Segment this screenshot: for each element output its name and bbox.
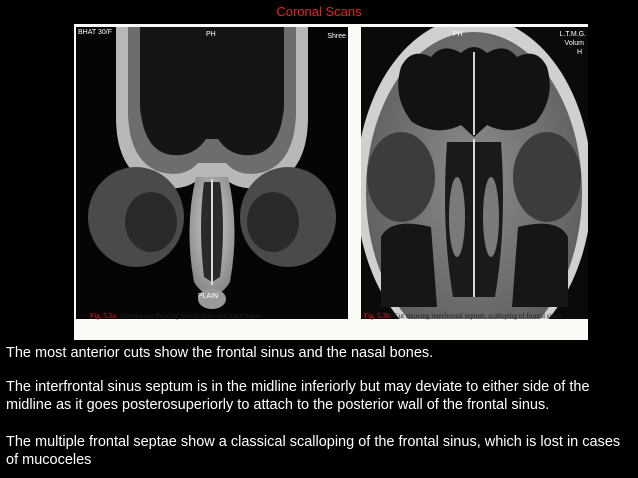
scan-label-hospital: Shree [327, 33, 346, 40]
ct-scan-septum-image [361, 27, 588, 319]
scan-label-ph: PH [206, 31, 216, 38]
scan-label-ph: PH [453, 31, 463, 38]
figure-number: Fig. 5.3b: [364, 312, 393, 320]
scan-label-patient: BHAT 30/F [78, 29, 112, 36]
figure-panel [74, 24, 588, 340]
scan-label-h: H [576, 49, 582, 56]
slide-title: Coronal Scans [276, 4, 362, 19]
figure-number: Fig. 5.3a: [90, 312, 118, 320]
body-paragraph-1: The most anterior cuts show the frontal sinus and the nasal bones. [6, 345, 434, 361]
scan-label-hospital: L.T.M.G. [559, 31, 586, 38]
figure-caption-b [364, 312, 584, 321]
body-paragraph-3: The multiple frontal septae show a classical scalloping of the frontal sinus, which is lost in cases of mucoceles [6, 434, 621, 468]
figure-caption-text: Anterior cut showing frontal sinus and nasal bones [119, 312, 262, 320]
ct-scan-anterior-image [76, 27, 348, 319]
scan-label-volume: Volum [564, 40, 584, 47]
figure-caption-text: Cut showing interfrontal septum, scalloping of frontal sinus [393, 312, 562, 320]
figure-caption-a [90, 312, 350, 321]
scan-label-plain: PLAIN [198, 293, 219, 300]
body-paragraph-2: The interfrontal sinus septum is in the midline inferiorly but may deviate to either side of the midline as it goes posterosuperiorly to attach to the posterior wall of the frontal sinus. [6, 379, 590, 413]
